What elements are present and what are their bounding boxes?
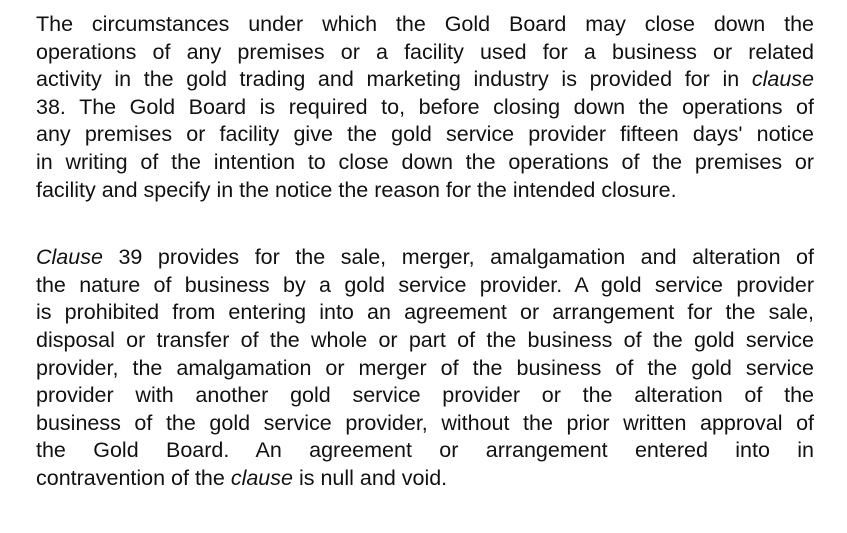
text-line: the nature of business by a gold service provider. A gold service provider: [36, 272, 814, 297]
text-line: provider with another gold service provider or the alteration of the: [36, 383, 814, 408]
text-line: disposal or transfer of the whole or part of the business of the gold service: [36, 327, 814, 352]
italic-word: Clause: [36, 245, 103, 270]
paragraph-clause-39: [36, 244, 814, 492]
text-line: facility and specify in the notice the reason for the intended closure.: [36, 177, 677, 202]
paragraph-clause-38: [36, 11, 814, 204]
text-line: The circumstances under which the Gold Board may close down the: [36, 12, 814, 36]
text-line: [36, 465, 814, 493]
text-line: the Gold Board. An agreement or arrangement entered into in: [36, 438, 814, 463]
text-line: 38. The Gold Board is required to, before closing down the operations of: [36, 94, 814, 119]
text-fragment: activity in the gold trading and marketing industry is provided for in: [36, 67, 740, 92]
text-line: business of the gold service provider, without the prior written approval of: [36, 410, 814, 435]
document-page: [36, 11, 814, 493]
text-fragment: contravention of the: [36, 465, 231, 490]
italic-word: clause: [230, 465, 293, 490]
text-line: [36, 244, 814, 272]
text-line: provider, the amalgamation or merger of the business of the gold service: [36, 355, 814, 380]
text-line: [36, 66, 814, 94]
text-fragment: 39 provides for the sale, merger, amalgamation and alteration of: [102, 245, 814, 270]
text-line: is prohibited from entering into an agreement or arrangement for the sale,: [36, 300, 814, 325]
text-line: in writing of the intention to close down the operations of the premises or: [36, 149, 814, 174]
italic-word: clause: [751, 67, 814, 92]
text-fragment: is null and void.: [292, 465, 448, 490]
text-line: operations of any premises or a facility used for a business or related: [36, 39, 814, 64]
text-line: any premises or facility give the gold service provider fifteen days' notice: [36, 122, 814, 147]
